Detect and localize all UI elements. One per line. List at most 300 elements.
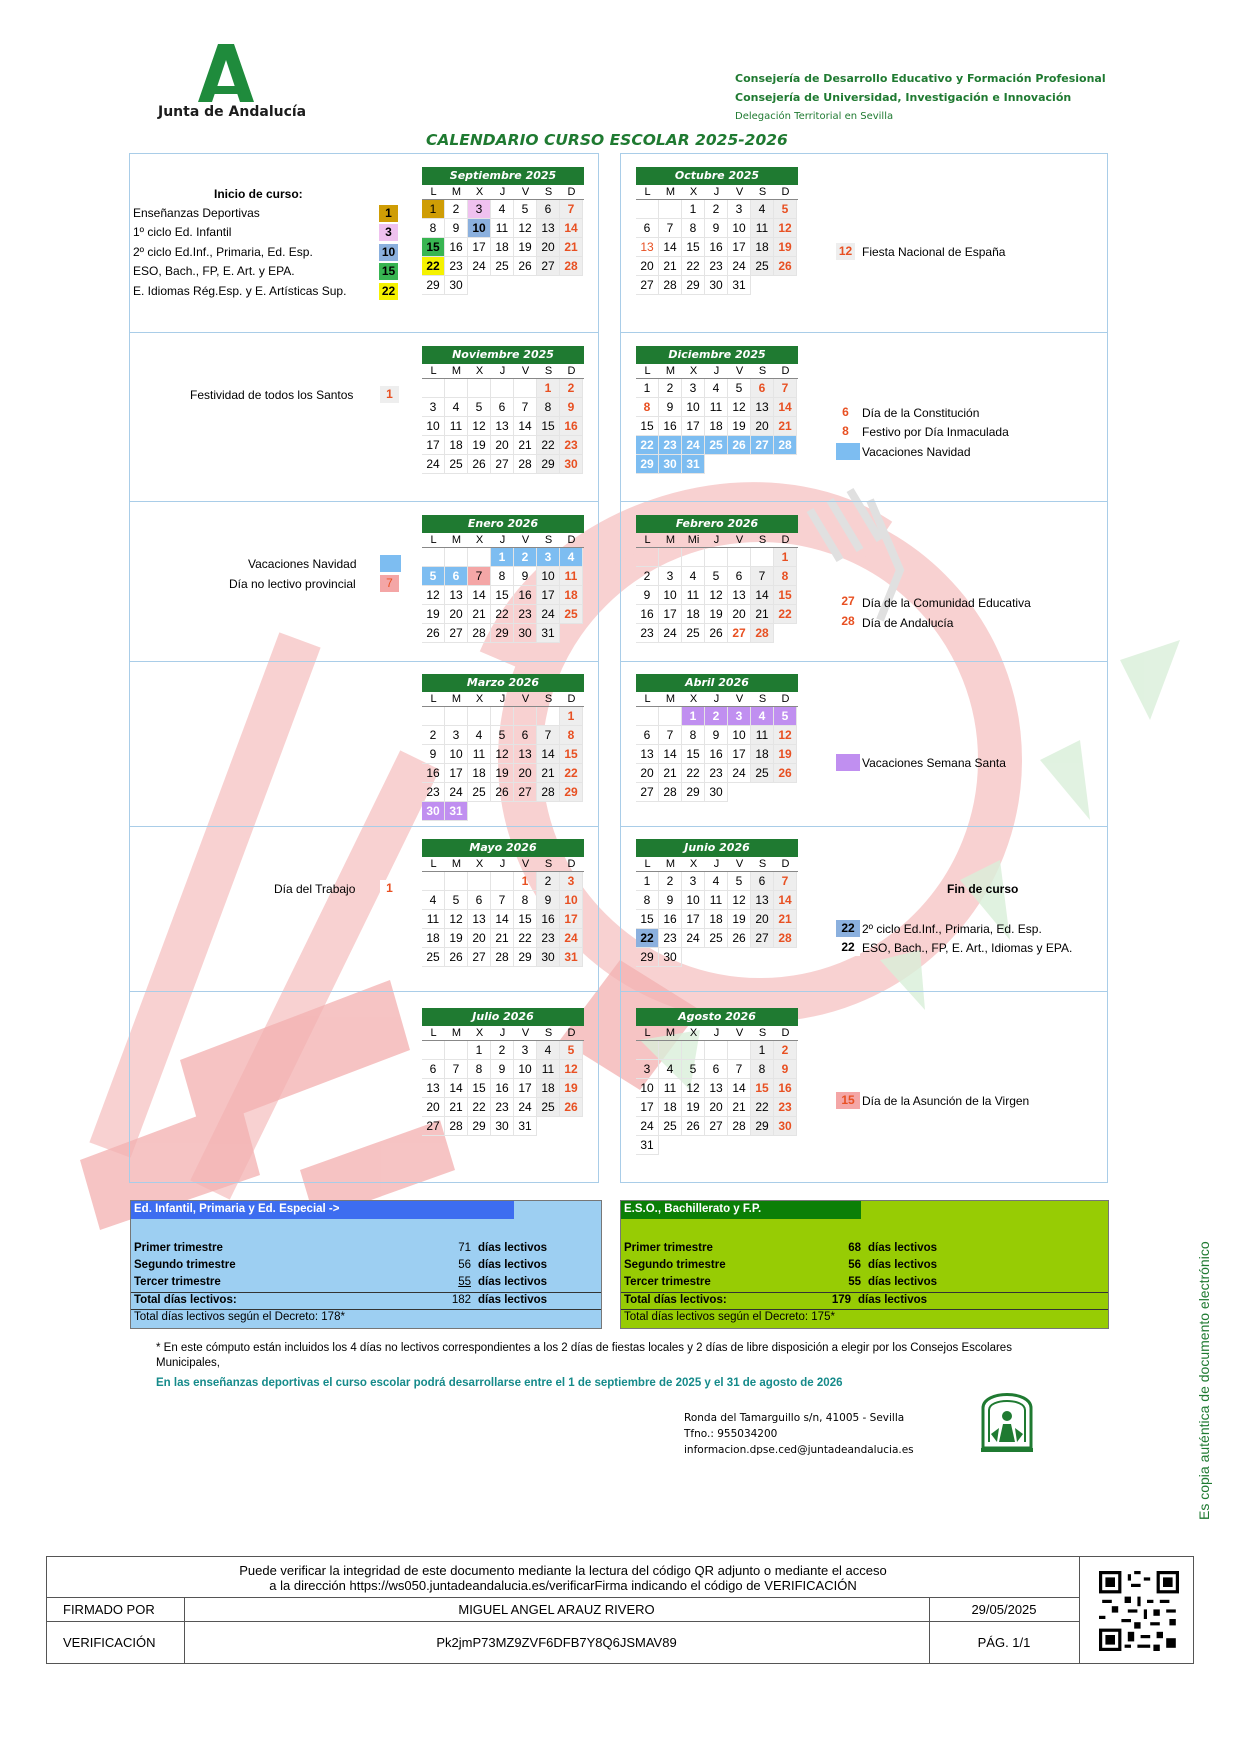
- weekday-row: [636, 857, 798, 872]
- weekday-label: S: [544, 534, 553, 546]
- empty-day: [659, 707, 682, 726]
- calendar-day: 19: [728, 910, 751, 929]
- calendar-day: 3: [659, 567, 682, 586]
- calendar-day: 26: [491, 783, 514, 802]
- qr-code-icon[interactable]: [1099, 1571, 1179, 1651]
- weekday-row: [422, 533, 584, 548]
- calendar-day: 1: [560, 707, 583, 726]
- calendar-day: 13: [728, 586, 751, 605]
- legend-abril-label: Vacaciones Semana Santa: [862, 756, 1006, 770]
- empty-day: [445, 707, 468, 726]
- calendar-day: 23: [445, 257, 468, 276]
- calendar-day: 18: [491, 238, 514, 257]
- weekday-label: V: [521, 1027, 530, 1039]
- calendar-day: 31: [445, 802, 468, 821]
- summary-left-total-value: 182: [451, 1294, 471, 1306]
- weekday-row: [422, 185, 584, 200]
- calendar-day: 28: [659, 276, 682, 295]
- calendar-day: 4: [560, 548, 583, 567]
- calendar-day: 18: [445, 436, 468, 455]
- calendar-day: 15: [422, 238, 445, 257]
- weekday-row: [636, 692, 798, 707]
- weekday-label: J: [713, 365, 720, 377]
- calendar-day: 10: [682, 891, 705, 910]
- calendar-day: 30: [560, 455, 583, 474]
- calendar-day: 3: [445, 726, 468, 745]
- empty-day: [728, 1041, 751, 1060]
- calendar-day: 1: [514, 872, 537, 891]
- calendar-day: 8: [636, 398, 659, 417]
- summary-left-title: Ed. Infantil, Primaria y Ed. Especial ->: [134, 1203, 340, 1215]
- summary-right-total-label: Total días lectivos:: [624, 1294, 727, 1306]
- inicio-label-4: ESO, Bach., FP, E. Art. y EPA.: [133, 264, 295, 278]
- calendar-day: 6: [751, 872, 774, 891]
- calendar-day: 26: [774, 764, 797, 783]
- summary-right-label-2: Segundo trimestre: [624, 1259, 726, 1271]
- calendar-day: 5: [468, 398, 491, 417]
- weekday-label: S: [544, 365, 553, 377]
- calendar-day: 28: [468, 624, 491, 643]
- calendar-day: 21: [537, 764, 560, 783]
- calendar-day: 28: [774, 929, 797, 948]
- address-line-3: informacion.dpse.ced@juntadeandalucia.es: [684, 1444, 914, 1456]
- calendar-day: 30: [422, 802, 445, 821]
- calendar-day: 10: [636, 1079, 659, 1098]
- calendar-day: 27: [537, 257, 560, 276]
- weekday-label: D: [567, 365, 576, 377]
- calendar-day: 21: [774, 910, 797, 929]
- calendar-day: 30: [705, 783, 728, 802]
- legend-enero-label-1: Vacaciones Navidad: [248, 557, 357, 571]
- inicio-label-3: 2º ciclo Ed.Inf., Primaria, Ed. Esp.: [133, 245, 313, 259]
- calendar-day: 14: [659, 745, 682, 764]
- weekday-label: D: [781, 365, 790, 377]
- empty-day: [659, 548, 682, 567]
- calendar-day: 2: [560, 379, 583, 398]
- weekday-label: D: [781, 693, 790, 705]
- delegacion: Delegación Territorial en Sevilla: [735, 111, 894, 122]
- weekday-label: L: [430, 858, 437, 870]
- calendar-day: 7: [659, 726, 682, 745]
- legend-feb-label-2: Día de Andalucía: [862, 616, 954, 630]
- calendar-day: 20: [751, 417, 774, 436]
- legend-dic-day-1: 6: [836, 404, 855, 421]
- calendar-day: 13: [636, 745, 659, 764]
- calendar-day: 24: [560, 929, 583, 948]
- calendar-day: 19: [422, 605, 445, 624]
- weekday-label: S: [758, 858, 767, 870]
- calendar-day: 3: [514, 1041, 537, 1060]
- empty-day: [514, 707, 537, 726]
- calendar-day: 5: [491, 726, 514, 745]
- summary-right-divider: [621, 1292, 1108, 1293]
- calendar-day: 30: [491, 1117, 514, 1136]
- inicio-label-5: E. Idiomas Rég.Esp. y E. Artísticas Sup.: [133, 284, 347, 298]
- empty-day: [445, 548, 468, 567]
- calendar-day: 30: [659, 455, 682, 474]
- calendar-day: 21: [751, 605, 774, 624]
- calendar-day: 28: [537, 783, 560, 802]
- calendar-day: 27: [705, 1117, 728, 1136]
- calendar-day: 29: [560, 783, 583, 802]
- calendar-day: 18: [682, 605, 705, 624]
- verif-intro: [47, 1563, 1079, 1593]
- calendar-day: 4: [705, 379, 728, 398]
- calendar-day: 12: [705, 586, 728, 605]
- calendar-day: 15: [560, 745, 583, 764]
- summary-left-total-unit: días lectivos: [478, 1294, 548, 1306]
- days-grid: [422, 1041, 584, 1136]
- month-octubre: [636, 167, 798, 295]
- calendar-day: 18: [751, 745, 774, 764]
- calendar-day: 21: [659, 764, 682, 783]
- calendar-day: 18: [560, 586, 583, 605]
- calendar-day: 16: [705, 238, 728, 257]
- weekday-label: D: [567, 186, 576, 198]
- calendar-day: 27: [636, 276, 659, 295]
- calendar-day: 11: [560, 567, 583, 586]
- side-authentic-copy: Es copia auténtica de documento electrónico: [1196, 1241, 1212, 1520]
- weekday-label: S: [758, 1027, 767, 1039]
- weekday-label: D: [781, 534, 790, 546]
- calendar-day: 25: [491, 257, 514, 276]
- calendar-day: 8: [560, 726, 583, 745]
- weekday-label: X: [689, 858, 698, 870]
- calendar-day: 19: [445, 929, 468, 948]
- calendar-day: 17: [445, 764, 468, 783]
- weekday-label: Mi: [687, 534, 700, 546]
- calendar-day: 30: [705, 276, 728, 295]
- calendar-day: 23: [659, 436, 682, 455]
- calendar-day: 23: [491, 1098, 514, 1117]
- calendar-day: 3: [682, 872, 705, 891]
- page-title: CALENDARIO CURSO ESCOLAR 2025-2026: [426, 131, 788, 149]
- address-line-2: Tfno.: 955034200: [684, 1428, 778, 1440]
- inicio-heading: Inicio de curso:: [214, 187, 303, 201]
- calendar-day: 31: [682, 455, 705, 474]
- empty-day: [468, 548, 491, 567]
- calendar-day: 22: [422, 257, 445, 276]
- weekday-label: M: [451, 858, 462, 870]
- calendar-day: 4: [751, 707, 774, 726]
- calendar-day: 4: [537, 1041, 560, 1060]
- weekday-label: L: [430, 365, 437, 377]
- weekday-label: D: [567, 693, 576, 705]
- calendar-day: 28: [728, 1117, 751, 1136]
- weekday-label: V: [521, 186, 530, 198]
- calendar-day: 3: [728, 707, 751, 726]
- empty-day: [491, 707, 514, 726]
- empty-day: [636, 200, 659, 219]
- summary-left-value-2: 56: [458, 1259, 471, 1271]
- empty-day: [514, 379, 537, 398]
- calendar-day: 18: [705, 417, 728, 436]
- legend-octubre-day: 12: [836, 243, 855, 260]
- firma-date: 29/05/2025: [971, 1602, 1037, 1617]
- summary-right-decreto: Total días lectivos según el Decreto: 175*: [624, 1311, 835, 1323]
- legend-mayo-day: 1: [380, 880, 399, 897]
- calendar-day: 13: [468, 910, 491, 929]
- calendar-day: 11: [751, 219, 774, 238]
- calendar-day: 2: [514, 548, 537, 567]
- weekday-label: M: [665, 365, 676, 377]
- calendar-day: 6: [636, 726, 659, 745]
- weekday-label: S: [758, 693, 767, 705]
- calendar-day: 9: [705, 219, 728, 238]
- weekday-label: L: [644, 186, 651, 198]
- calendar-day: 28: [774, 436, 797, 455]
- weekday-label: V: [521, 365, 530, 377]
- calendar-day: 25: [682, 624, 705, 643]
- calendar-day: 20: [514, 764, 537, 783]
- summary-left-label-2: Segundo trimestre: [134, 1259, 236, 1271]
- calendar-day: 30: [774, 1117, 797, 1136]
- calendar-day: 17: [728, 238, 751, 257]
- calendar-day: 9: [491, 1060, 514, 1079]
- weekday-label: V: [521, 858, 530, 870]
- fin-label-2: ESO, Bach., FP, E. Art., Idiomas y EPA.: [862, 941, 1073, 955]
- summary-left-divider: [131, 1292, 601, 1293]
- calendar-day: 20: [537, 238, 560, 257]
- days-grid: [636, 548, 798, 643]
- month-title: Enero 2026: [422, 515, 584, 533]
- weekday-label: X: [689, 1027, 698, 1039]
- fin-heading: Fin de curso: [947, 882, 1019, 896]
- calendar-day: 13: [751, 891, 774, 910]
- calendar-day: 10: [728, 726, 751, 745]
- empty-day: [682, 1041, 705, 1060]
- calendar-day: 4: [659, 1060, 682, 1079]
- calendar-day: 11: [705, 891, 728, 910]
- calendar-day: 1: [774, 548, 797, 567]
- weekday-label: D: [781, 1027, 790, 1039]
- legend-enero-day: 7: [380, 575, 399, 592]
- calendar-day: 24: [445, 783, 468, 802]
- calendar-day: 19: [682, 1098, 705, 1117]
- empty-day: [705, 1041, 728, 1060]
- summary-right-total-unit: días lectivos: [858, 1294, 928, 1306]
- weekday-label: X: [475, 365, 484, 377]
- calendar-day: 22: [636, 929, 659, 948]
- empty-day: [422, 379, 445, 398]
- weekday-label: L: [430, 534, 437, 546]
- calendar-day: 4: [445, 398, 468, 417]
- calendar-day: 24: [659, 624, 682, 643]
- calendar-day: 29: [636, 455, 659, 474]
- empty-day: [491, 379, 514, 398]
- calendar-day: 17: [728, 745, 751, 764]
- calendar-day: 29: [468, 1117, 491, 1136]
- calendar-day: 13: [422, 1079, 445, 1098]
- empty-day: [422, 1041, 445, 1060]
- calendar-day: 15: [514, 910, 537, 929]
- calendar-day: 16: [514, 586, 537, 605]
- calendar-day: 9: [445, 219, 468, 238]
- empty-day: [445, 1041, 468, 1060]
- calendar-day: 22: [636, 436, 659, 455]
- calendar-day: 26: [468, 455, 491, 474]
- calendar-day: 30: [537, 948, 560, 967]
- verif-line-2: a la dirección https://ws050.juntadeandalucia.es/verificarFirma indicando el código de VERIFICACIÓN: [269, 1578, 857, 1593]
- calendar-day: 10: [659, 586, 682, 605]
- weekday-row: [636, 185, 798, 200]
- calendar-day: 27: [468, 948, 491, 967]
- calendar-day: 5: [422, 567, 445, 586]
- calendar-day: 30: [659, 948, 682, 967]
- month-diciembre: [636, 346, 798, 474]
- calendar-day: 14: [774, 891, 797, 910]
- calendar-day: 2: [422, 726, 445, 745]
- calendar-day: 24: [422, 455, 445, 474]
- empty-day: [468, 379, 491, 398]
- firmado-label: FIRMADO POR: [63, 1602, 155, 1617]
- calendar-day: 14: [728, 1079, 751, 1098]
- calendar-day: 24: [468, 257, 491, 276]
- legend-dic-label-2: Festivo por Día Inmaculada: [862, 425, 1009, 439]
- calendar-day: 31: [728, 276, 751, 295]
- calendar-day: 26: [682, 1117, 705, 1136]
- calendar-day: 26: [705, 624, 728, 643]
- weekday-label: J: [499, 365, 506, 377]
- weekday-label: S: [758, 365, 767, 377]
- days-grid: [422, 548, 584, 643]
- calendar-day: 11: [468, 745, 491, 764]
- calendar-day: 1: [468, 1041, 491, 1060]
- calendar-day: 9: [422, 745, 445, 764]
- calendar-day: 16: [659, 417, 682, 436]
- legend-dic-label-3: Vacaciones Navidad: [862, 445, 971, 459]
- weekday-label: J: [713, 186, 720, 198]
- weekday-label: X: [689, 365, 698, 377]
- calendar-day: 21: [774, 417, 797, 436]
- weekday-row: [422, 857, 584, 872]
- calendar-day: 7: [537, 726, 560, 745]
- calendar-day: 11: [445, 417, 468, 436]
- month-febrero: [636, 515, 798, 643]
- calendar-day: 2: [491, 1041, 514, 1060]
- calendar-day: 12: [514, 219, 537, 238]
- summary-left-value-1: 71: [458, 1242, 471, 1254]
- empty-day: [468, 872, 491, 891]
- verif-line-1: Puede verificar la integridad de este documento mediante la lectura del código QR adjunto o mediante el acceso: [239, 1563, 887, 1578]
- calendar-day: 3: [682, 379, 705, 398]
- legend-feb-day-2: 28: [836, 613, 860, 630]
- fin-label-1: 2º ciclo Ed.Inf., Primaria, Ed. Esp.: [862, 922, 1042, 936]
- calendar-day: 25: [445, 455, 468, 474]
- summary-left-divider-2: [131, 1309, 601, 1310]
- days-grid: [636, 707, 798, 802]
- calendar-day: 17: [537, 586, 560, 605]
- calendar-day: 20: [491, 436, 514, 455]
- summary-right-value-2: 56: [848, 1259, 861, 1271]
- calendar-day: 12: [774, 219, 797, 238]
- legend-octubre-label: Fiesta Nacional de España: [862, 245, 1006, 259]
- calendar-day: 5: [774, 200, 797, 219]
- summary-right-label-1: Primer trimestre: [624, 1242, 713, 1254]
- calendar-day: 21: [514, 436, 537, 455]
- month-title: Octubre 2025: [636, 167, 798, 185]
- weekday-label: D: [567, 1027, 576, 1039]
- calendar-day: 14: [537, 745, 560, 764]
- month-agosto: [636, 1008, 798, 1155]
- calendar-day: 22: [751, 1098, 774, 1117]
- days-grid: [636, 379, 798, 474]
- calendar-day: 19: [514, 238, 537, 257]
- calendar-day: 22: [560, 764, 583, 783]
- summary-right-label-3: Tercer trimestre: [624, 1276, 711, 1288]
- calendar-day: 31: [537, 624, 560, 643]
- calendar-day: 13: [705, 1079, 728, 1098]
- calendar-day: 22: [774, 605, 797, 624]
- calendar-day: 20: [445, 605, 468, 624]
- calendar-day: 2: [705, 707, 728, 726]
- verif-divider-1: [47, 1597, 1079, 1598]
- calendar-day: 27: [751, 929, 774, 948]
- calendar-day: 6: [751, 379, 774, 398]
- calendar-day: 17: [682, 417, 705, 436]
- calendar-day: 21: [560, 238, 583, 257]
- legend-dic-swatch-navidad: [836, 443, 860, 460]
- calendar-day: 28: [659, 783, 682, 802]
- calendar-day: 27: [728, 624, 751, 643]
- calendar-day: 31: [560, 948, 583, 967]
- inicio-swatch-3: 10: [379, 244, 398, 261]
- calendar-day: 3: [537, 548, 560, 567]
- empty-day: [636, 707, 659, 726]
- fin-day-2: 22: [836, 939, 860, 956]
- page-number: PÁG. 1/1: [977, 1635, 1031, 1650]
- calendar-day: 15: [751, 1079, 774, 1098]
- calendar-day: 14: [659, 238, 682, 257]
- weekday-label: X: [475, 858, 484, 870]
- calendar-day: 11: [682, 586, 705, 605]
- calendar-day: 19: [705, 605, 728, 624]
- calendar-day: 25: [705, 436, 728, 455]
- empty-day: [445, 872, 468, 891]
- calendar-day: 26: [422, 624, 445, 643]
- weekday-label: X: [689, 186, 698, 198]
- inicio-label-2: 1º ciclo Ed. Infantil: [133, 225, 232, 239]
- calendar-day: 27: [751, 436, 774, 455]
- calendar-day: 6: [728, 567, 751, 586]
- calendar-day: 25: [537, 1098, 560, 1117]
- calendar-day: 20: [728, 605, 751, 624]
- weekday-label: X: [475, 186, 484, 198]
- empty-day: [422, 872, 445, 891]
- calendar-day: 26: [728, 436, 751, 455]
- legend-feb-label-1: Día de la Comunidad Educativa: [862, 596, 1031, 610]
- calendar-day: 13: [636, 238, 659, 257]
- calendar-day: 7: [774, 872, 797, 891]
- calendar-day: 18: [705, 910, 728, 929]
- weekday-label: V: [735, 1027, 744, 1039]
- calendar-day: 29: [682, 783, 705, 802]
- calendar-day: 3: [636, 1060, 659, 1079]
- empty-day: [682, 548, 705, 567]
- calendar-day: 9: [659, 398, 682, 417]
- calendar-day: 20: [751, 910, 774, 929]
- calendar-day: 4: [422, 891, 445, 910]
- calendar-day: 20: [636, 764, 659, 783]
- calendar-day: 6: [636, 219, 659, 238]
- calendar-day: 22: [682, 764, 705, 783]
- summary-right-value-1: 68: [848, 1242, 861, 1254]
- empty-day: [422, 707, 445, 726]
- calendar-day: 9: [659, 891, 682, 910]
- empty-day: [659, 200, 682, 219]
- calendar-day: 1: [636, 872, 659, 891]
- calendar-day: 5: [705, 567, 728, 586]
